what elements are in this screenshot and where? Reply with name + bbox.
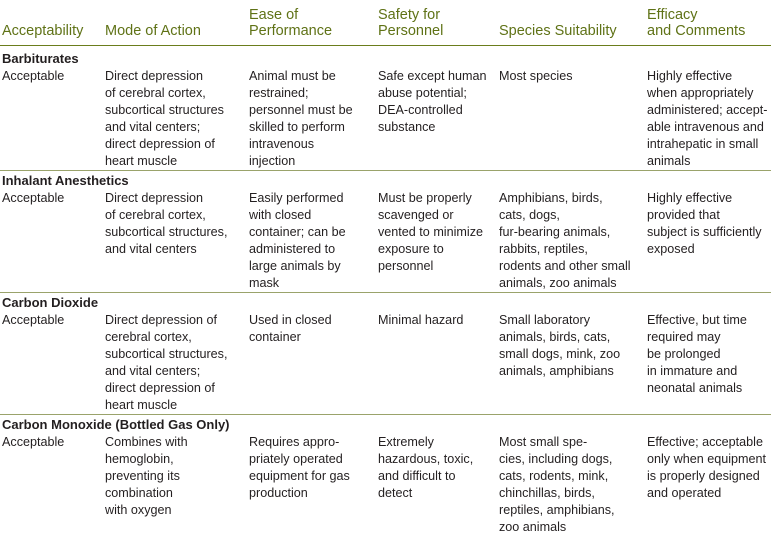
efficacy-cell: Highly effective provided that subject is sufficiently exposed: [647, 191, 762, 256]
header-mode-of-action: Mode of Action: [105, 23, 201, 39]
efficacy-cell: Highly effective when appropriately administered; accept- able intravenous and intrahepatic in small animals: [647, 69, 768, 168]
safety-cell: Must be properly scavenged or vented to minimize exposure to personnel: [378, 191, 483, 273]
header-efficacy-and-comments: Efficacy and Comments: [647, 7, 746, 39]
acceptability-cell: Acceptable: [2, 435, 65, 449]
safety-cell: Safe except human abuse potential; DEA-controlled substance: [378, 69, 487, 134]
ease-of-performance-cell: Requires appro- priately operated equipment for gas production: [249, 435, 350, 500]
section-divider: [0, 414, 771, 415]
safety-cell: Extremely hazardous, toxic, and difficult to detect: [378, 435, 474, 500]
section-title: Carbon Monoxide (Bottled Gas Only): [2, 417, 230, 432]
ease-of-performance-cell: Used in closed container: [249, 313, 332, 344]
mode-of-action-cell: Direct depression of cerebral cortex, subcortical structures and vital centers; direct depression of heart muscle: [105, 69, 224, 168]
section-divider: [0, 292, 771, 293]
header-safety-for-personnel: Safety for Personnel: [378, 7, 444, 39]
mode-of-action-cell: Direct depression of cerebral cortex, subcortical structures, and vital centers; direct depression of heart muscle: [105, 313, 228, 412]
section-title: Inhalant Anesthetics: [2, 173, 129, 188]
section-divider: [0, 170, 771, 171]
species-cell: Small laboratory animals, birds, cats, small dogs, mink, zoo animals, amphibians: [499, 313, 621, 378]
ease-of-performance-cell: Animal must be restrained; personnel must be skilled to perform intravenous injection: [249, 69, 353, 168]
header-species-suitability: Species Suitability: [499, 23, 617, 39]
species-cell: Most species: [499, 69, 573, 83]
table-header-row: [0, 0, 771, 46]
efficacy-cell: Effective; acceptable only when equipment is properly designed and operated: [647, 435, 767, 500]
section-title: Barbiturates: [2, 51, 79, 66]
species-cell: Most small spe- cies, including dogs, cats, rodents, mink, chinchillas, birds, reptiles, amphibians, zoo animals: [499, 435, 615, 534]
acceptability-cell: Acceptable: [2, 69, 65, 83]
header-acceptability: Acceptability: [2, 23, 84, 39]
header-ease-of-performance: Ease of Performance: [249, 7, 333, 39]
mode-of-action-cell: Combines with hemoglobin, preventing its combination with oxygen: [105, 435, 188, 517]
acceptability-cell: Acceptable: [2, 191, 65, 205]
section-title: Carbon Dioxide: [2, 295, 99, 310]
acceptability-cell: Acceptable: [2, 313, 65, 327]
ease-of-performance-cell: Easily performed with closed container; can be administered to large animals by mask: [249, 191, 346, 290]
species-cell: Amphibians, birds, cats, dogs, fur-bearing animals, rabbits, reptiles, rodents and other small animals, zoo animals: [499, 191, 631, 290]
safety-cell: Minimal hazard: [378, 313, 464, 327]
efficacy-cell: Effective, but time required may be prolonged in immature and neonatal animals: [647, 313, 747, 395]
mode-of-action-cell: Direct depression of cerebral cortex, subcortical structures, and vital centers: [105, 191, 228, 256]
